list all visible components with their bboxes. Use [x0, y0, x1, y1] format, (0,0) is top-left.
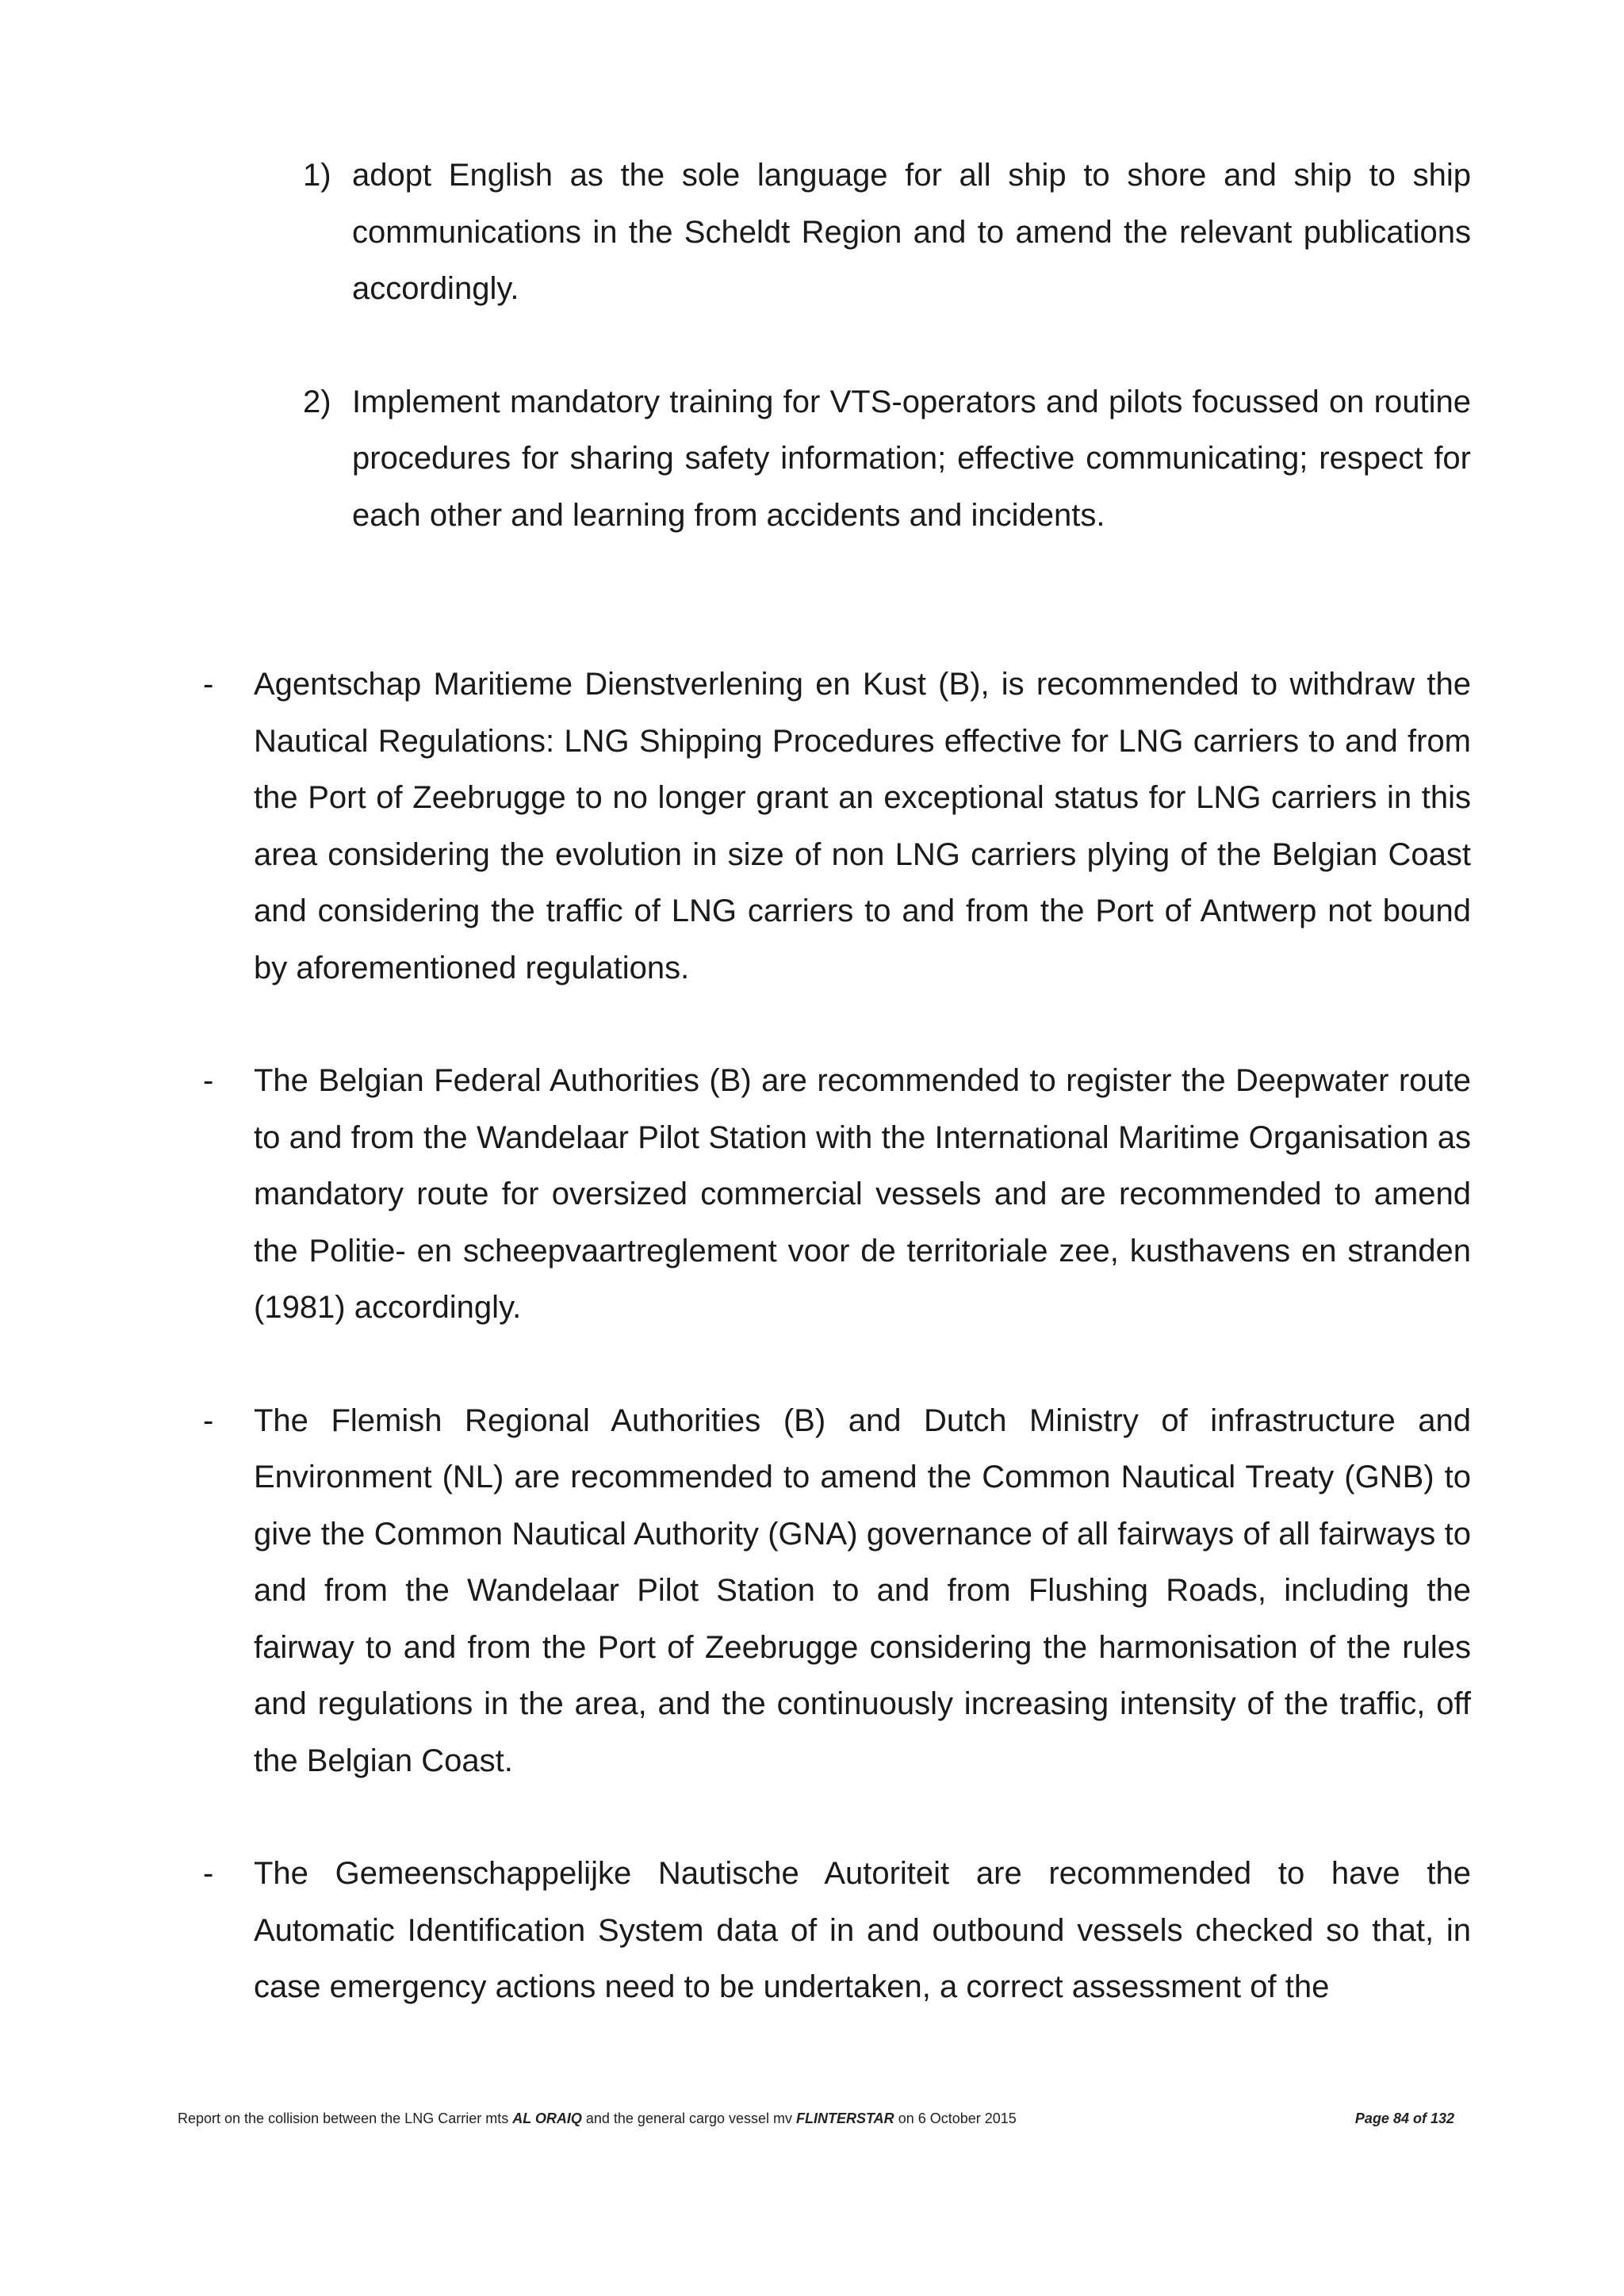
dash-bullet: -	[203, 1856, 214, 1891]
item-number: 1)	[303, 158, 331, 193]
dash-bullet: -	[203, 1063, 214, 1098]
recommendation-text: Agentschap Maritieme Dienstverlening en Kust (B), is recommended to withdraw the Nautical Regulations: LNG Shipping Procedures effective for LNG carriers to and from the Port of Zeebrugge to no longer grant an exceptional status for LNG carriers in this area considering the evolution in size of non LNG carriers plying of the Belgian Coast and considering the traffic of LNG carriers to and from the Port of Antwerp not bound by aforementioned regulations.	[254, 667, 1471, 985]
dash-bullet: -	[203, 1402, 214, 1438]
recommendation-text: The Belgian Federal Authorities (B) are recommended to register the Deepwater route to and from the Wandelaar Pilot Station with the International Maritime Organisation as mandatory route for oversized commercial vessels and are recommended to amend the Politie- en scheepvaartreglement voor de territoriale zee, kusthavens en stranden (1981) accordingly.	[254, 1063, 1471, 1325]
recommendation-agentschap	[198, 656, 1471, 997]
item-text: Implement mandatory training for VTS-operators and pilots focussed on routine procedures for sharing safety information; effective communicating; respect for each other and learning from accidents and incidents.	[352, 384, 1471, 533]
footer-vessel-name: AL ORAIQ	[512, 2110, 582, 2126]
item-number: 2)	[303, 384, 331, 419]
recommendation-gna	[198, 1846, 1471, 2016]
page-content	[198, 147, 1471, 2016]
recommendation-text: The Gemeenschappelijke Nautische Autoriteit are recommended to have the Automatic Identification System data of in and outbound vessels checked so that, in case emergency actions need to be undertaken, a correct assessment of the	[254, 1856, 1471, 2004]
dash-bullet: -	[203, 667, 214, 702]
numbered-item-2	[303, 374, 1471, 545]
footer-text: on 6 October 2015	[894, 2110, 1017, 2126]
footer-text: Report on the collision between the LNG Carrier mts	[178, 2110, 513, 2126]
footer-vessel-name: FLINTERSTAR	[796, 2110, 894, 2126]
recommendation-text: The Flemish Regional Authorities (B) and Dutch Ministry of infrastructure and Environment (NL) are recommended to amend the Common Nautical Treaty (GNB) to give the Common Nautical Authority (GNA) governance of all fairways of all fairways to and from the Wandelaar Pilot Station to and from Flushing Roads, including the fairway to and from the Port of Zeebrugge considering the harmonisation of the rules and regulations in the area, and the continuously increasing intensity of the traffic, off the Belgian Coast.	[254, 1402, 1471, 1778]
numbered-item-1	[303, 147, 1471, 318]
item-text: adopt English as the sole language for all ship to shore and ship to ship communications in the Scheldt Region and to amend the relevant publications accordingly.	[352, 158, 1471, 306]
recommendation-belgian-federal	[198, 1053, 1471, 1337]
footer-page-number: Page 84 of 132	[1354, 2110, 1454, 2126]
footer-report-title	[178, 2109, 1017, 2128]
footer-text: and the general cargo vessel mv	[581, 2110, 797, 2126]
recommendation-flemish-dutch	[198, 1393, 1471, 1790]
